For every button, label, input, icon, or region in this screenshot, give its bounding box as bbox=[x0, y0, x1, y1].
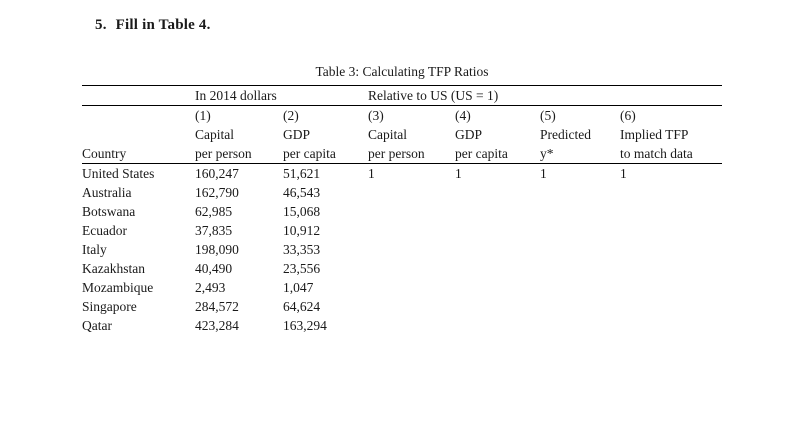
col-subtitle: per capita bbox=[455, 144, 540, 164]
cell-gdp-2014: 163,294 bbox=[283, 317, 327, 333]
cell-capital-2014: 284,572 bbox=[195, 298, 239, 314]
cell-implied-tfp bbox=[620, 221, 722, 240]
cell-gdp-2014: 10,912 bbox=[283, 222, 321, 238]
cell-predicted-y bbox=[540, 240, 620, 259]
col-title: Implied TFP bbox=[620, 126, 689, 142]
cell-capital-2014: 2,493 bbox=[195, 279, 226, 295]
col-subtitle: per capita bbox=[283, 144, 368, 164]
item-text: Fill in Table 4. bbox=[115, 17, 211, 33]
col-subtitle: to match data bbox=[620, 144, 722, 164]
table-row bbox=[82, 164, 722, 184]
cell-predicted-y bbox=[540, 202, 620, 221]
cell-capital-rel: 1 bbox=[368, 165, 375, 181]
column-subtitle-row bbox=[82, 144, 722, 164]
column-title-row bbox=[82, 125, 722, 144]
empty-cell bbox=[82, 86, 195, 106]
cell-capital-rel bbox=[368, 240, 455, 259]
cell-capital-2014: 37,835 bbox=[195, 222, 233, 238]
table-row bbox=[82, 316, 722, 335]
cell-gdp-rel bbox=[455, 202, 540, 221]
table-caption: Table 3: Calculating TFP Ratios bbox=[315, 64, 489, 79]
cell-gdp-2014: 51,621 bbox=[283, 165, 321, 181]
table-row bbox=[82, 259, 722, 278]
group-header-dollars: In 2014 dollars bbox=[195, 86, 368, 106]
cell-country: United States bbox=[82, 165, 155, 181]
cell-gdp-rel bbox=[455, 221, 540, 240]
table-area bbox=[82, 64, 722, 335]
column-number-row bbox=[82, 106, 722, 126]
cell-implied-tfp bbox=[620, 259, 722, 278]
cell-gdp-rel bbox=[455, 259, 540, 278]
cell-gdp-2014: 1,047 bbox=[283, 279, 314, 295]
group-header-relative: Relative to US (US = 1) bbox=[368, 86, 722, 106]
list-item-heading bbox=[95, 17, 211, 34]
cell-country: Botswana bbox=[82, 203, 136, 219]
cell-gdp-2014: 23,556 bbox=[283, 260, 321, 276]
cell-predicted-y bbox=[540, 278, 620, 297]
cell-capital-rel bbox=[368, 297, 455, 316]
cell-predicted-y bbox=[540, 316, 620, 335]
cell-capital-2014: 423,284 bbox=[195, 317, 239, 333]
cell-implied-tfp bbox=[620, 202, 722, 221]
country-header: Country bbox=[82, 144, 195, 164]
table-row bbox=[82, 221, 722, 240]
cell-implied-tfp bbox=[620, 240, 722, 259]
cell-country: Qatar bbox=[82, 317, 112, 333]
cell-capital-rel bbox=[368, 202, 455, 221]
col-title: GDP bbox=[283, 126, 311, 142]
cell-gdp-2014: 64,624 bbox=[283, 298, 321, 314]
table-row bbox=[82, 278, 722, 297]
cell-gdp-rel bbox=[455, 183, 540, 202]
cell-capital-2014: 198,090 bbox=[195, 241, 239, 257]
col-num: (4) bbox=[455, 107, 471, 123]
cell-predicted-y bbox=[540, 183, 620, 202]
col-title: GDP bbox=[455, 126, 483, 142]
cell-capital-rel bbox=[368, 259, 455, 278]
cell-gdp-rel bbox=[455, 240, 540, 259]
col-num: (5) bbox=[540, 107, 556, 123]
cell-country: Italy bbox=[82, 241, 107, 257]
table-row bbox=[82, 297, 722, 316]
cell-predicted-y bbox=[540, 297, 620, 316]
col-title: Capital bbox=[195, 126, 234, 142]
cell-gdp-rel bbox=[455, 297, 540, 316]
empty-cell bbox=[82, 106, 195, 126]
cell-implied-tfp: 1 bbox=[620, 165, 627, 181]
empty-cell bbox=[82, 125, 195, 144]
cell-gdp-rel: 1 bbox=[455, 165, 462, 181]
col-num: (6) bbox=[620, 107, 636, 123]
cell-gdp-2014: 46,543 bbox=[283, 184, 321, 200]
cell-gdp-rel bbox=[455, 278, 540, 297]
cell-implied-tfp bbox=[620, 278, 722, 297]
group-header-row bbox=[82, 86, 722, 106]
col-title: Predicted bbox=[540, 126, 591, 142]
cell-country: Singapore bbox=[82, 298, 137, 314]
col-num: (3) bbox=[368, 107, 384, 123]
cell-capital-2014: 160,247 bbox=[195, 165, 239, 181]
tfp-ratios-table bbox=[82, 85, 722, 335]
cell-capital-rel bbox=[368, 221, 455, 240]
cell-implied-tfp bbox=[620, 297, 722, 316]
cell-capital-rel bbox=[368, 183, 455, 202]
table-row bbox=[82, 240, 722, 259]
col-subtitle: y* bbox=[540, 144, 620, 164]
cell-predicted-y bbox=[540, 221, 620, 240]
col-title: Capital bbox=[368, 126, 407, 142]
cell-capital-2014: 62,985 bbox=[195, 203, 233, 219]
cell-capital-rel bbox=[368, 316, 455, 335]
cell-predicted-y: 1 bbox=[540, 165, 547, 181]
cell-capital-2014: 162,790 bbox=[195, 184, 239, 200]
col-subtitle: per person bbox=[368, 144, 455, 164]
cell-implied-tfp bbox=[620, 183, 722, 202]
cell-gdp-rel bbox=[455, 316, 540, 335]
cell-implied-tfp bbox=[620, 316, 722, 335]
col-subtitle: per person bbox=[195, 144, 283, 164]
cell-gdp-2014: 15,068 bbox=[283, 203, 321, 219]
cell-capital-rel bbox=[368, 278, 455, 297]
table-row bbox=[82, 183, 722, 202]
cell-predicted-y bbox=[540, 259, 620, 278]
table-row bbox=[82, 202, 722, 221]
item-number: 5. bbox=[95, 17, 107, 33]
cell-country: Australia bbox=[82, 184, 132, 200]
col-num: (2) bbox=[283, 107, 299, 123]
cell-country: Ecuador bbox=[82, 222, 127, 238]
cell-country: Mozambique bbox=[82, 279, 154, 295]
cell-capital-2014: 40,490 bbox=[195, 260, 233, 276]
cell-gdp-2014: 33,353 bbox=[283, 241, 321, 257]
col-num: (1) bbox=[195, 107, 211, 123]
cell-country: Kazakhstan bbox=[82, 260, 145, 276]
